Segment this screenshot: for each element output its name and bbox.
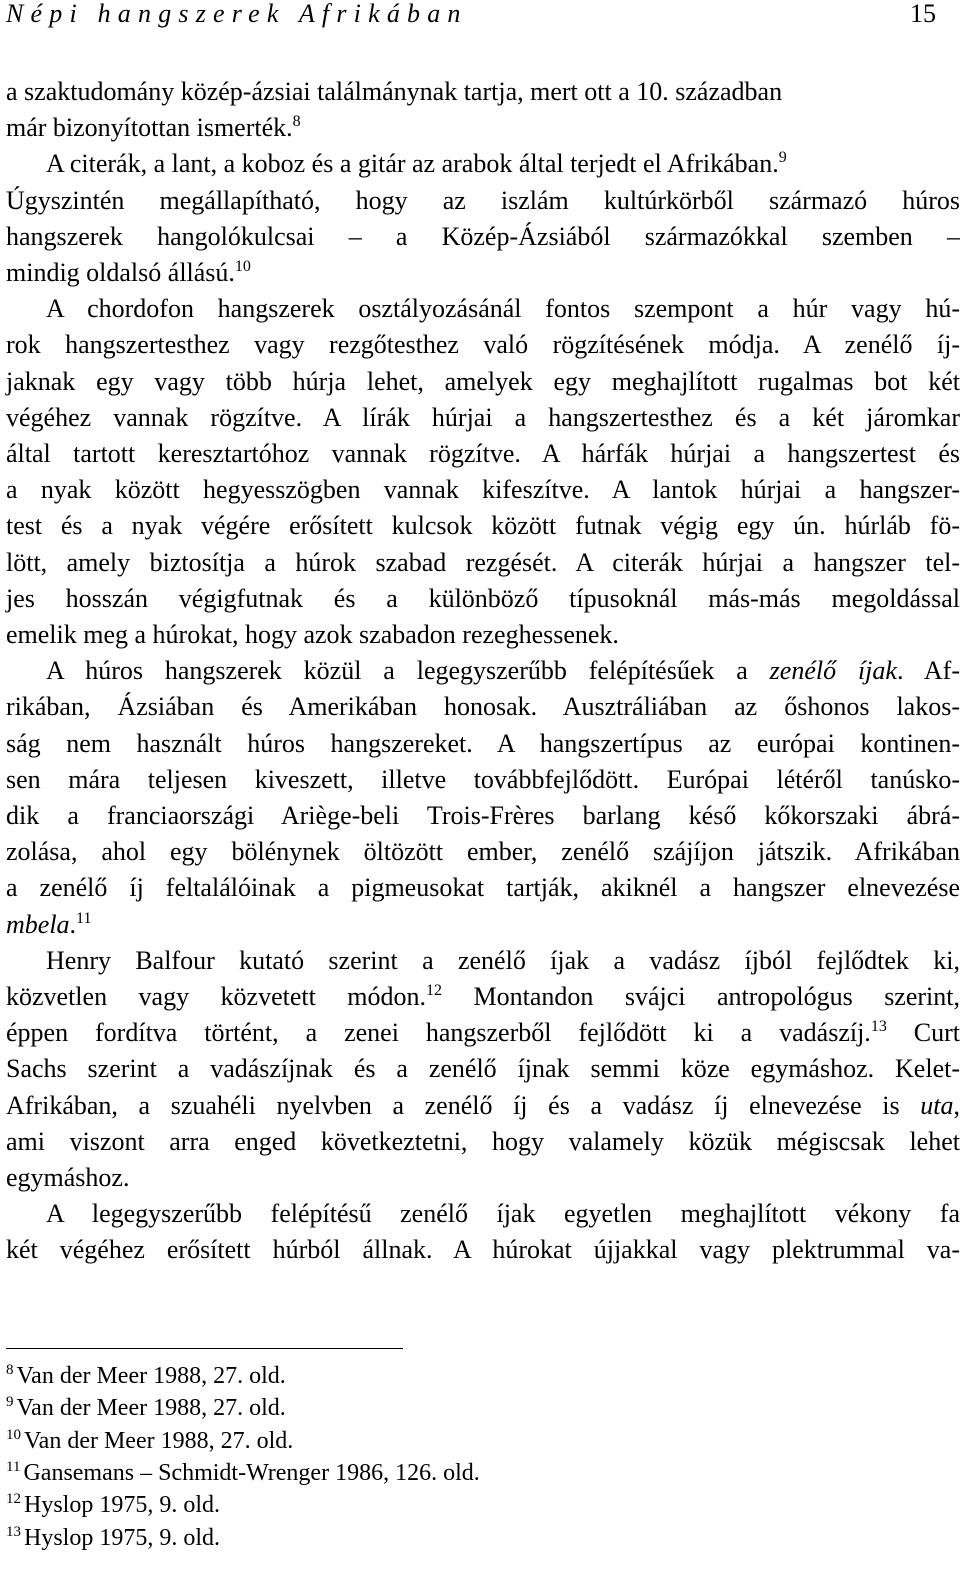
footnote-text: Van der Meer 1988, 27. old. xyxy=(16,1363,286,1389)
text-run: A citerák, a lant, a koboz és a gitár az arabok által terjedt el Afrikában. xyxy=(46,149,779,179)
footnote-text: Van der Meer 1988, 27. old. xyxy=(24,1427,294,1454)
text-run: Úgyszintén megállapítható, hogy az iszlám kultúrkörből származó húros xyxy=(6,185,960,215)
footnote xyxy=(6,1392,286,1424)
text-run: Montandon svájci antropológus szerint, xyxy=(442,982,960,1011)
footnote-text: Hyslop 1975, 9. old. xyxy=(24,1492,221,1519)
running-title: Népi hangszerek Afrikában xyxy=(6,0,468,28)
footnote-ref: 10 xyxy=(234,258,251,275)
body-line xyxy=(6,726,960,762)
text-run: A chordofon hangszerek osztályozásánál fontos szempont a húr vagy hú- xyxy=(46,294,960,324)
footnote xyxy=(6,1522,220,1554)
body-line xyxy=(6,472,960,508)
text-run: a zenélő íj feltalálóinak a pigmeusokat tartják, akiknél a hangszer elnevezése xyxy=(6,873,960,903)
body-line xyxy=(6,110,301,146)
body-line xyxy=(6,870,960,906)
text-run: ság nem használt húros hangszereket. A hangszertípus az európai kontinen- xyxy=(6,728,960,758)
italic-term: mbela xyxy=(6,909,70,939)
footnote xyxy=(6,1360,286,1392)
body-line xyxy=(6,400,960,436)
body-line xyxy=(6,1124,960,1160)
text-run: Afrikában, a szuahéli nyelvben a zenélő íj és a vadász íj elnevezése is xyxy=(6,1090,921,1120)
body-line xyxy=(6,979,960,1015)
footnote-number: 13 xyxy=(6,1523,21,1540)
body-line xyxy=(6,943,960,979)
italic-term: uta xyxy=(920,1090,954,1120)
body-line xyxy=(6,291,960,327)
text-run: Henry Balfour kutató szerint a zenélő íjak a vadász íjból fejlődtek ki, xyxy=(46,945,960,975)
text-run: dik a franciaországi Ariège-beli Trois-Frères barlang késő kőkorszaki ábrá- xyxy=(6,801,960,830)
body-line xyxy=(6,617,619,653)
footnote-number: 10 xyxy=(6,1426,21,1443)
text-run: a szaktudomány közép-ázsiai találmánynak tartja, mert ott a 10. században xyxy=(6,77,783,106)
text-run: jaknak egy vagy több húrja lehet, amelyek egy meghajlított rugalmas bot két xyxy=(6,366,960,396)
footnote-ref: 12 xyxy=(426,982,443,999)
body-line xyxy=(6,327,960,363)
text-run: Sachs szerint a vadászíjnak és a zenélő íjnak semmi köze egymáshoz. Kelet- xyxy=(6,1054,960,1084)
body-line xyxy=(6,581,960,617)
italic-term: zenélő íjak xyxy=(769,656,897,686)
text-run: emelik meg a húrokat, hogy azok szabadon rezeghessenek. xyxy=(6,620,619,649)
body-line xyxy=(6,1051,960,1087)
text-run: egymáshoz. xyxy=(6,1163,130,1192)
footnote-ref: 9 xyxy=(778,149,787,167)
text-run: lött, amely biztosítja a húrok szabad rezgését. A citerák húrjai a hangszer tel- xyxy=(6,547,960,577)
footnote xyxy=(6,1425,293,1457)
body-line xyxy=(6,762,960,798)
footnote-number: 9 xyxy=(6,1394,14,1411)
body-line xyxy=(6,1196,960,1232)
text-run: A húros hangszerek közül a legegyszerűbb felépítésűek a xyxy=(46,656,770,686)
body-line xyxy=(6,834,960,870)
text-run: A legegyszerűbb felépítésű zenélő íjak egyetlen meghajlított vékony fa xyxy=(46,1199,960,1229)
body-line xyxy=(6,1088,960,1124)
footnote-ref: 11 xyxy=(76,909,92,927)
text-run: által tartott keresztartóhoz vannak rögzítve. A hárfák húrjai a hangszertest és xyxy=(6,439,960,468)
footnote-text: Van der Meer 1988, 27. old. xyxy=(16,1395,286,1422)
text-run: közvetlen vagy közvetett módon. xyxy=(6,982,427,1011)
text-run: két végéhez erősített húrból állnak. A húrokat újjakkal vagy plektrummal va- xyxy=(6,1235,960,1265)
text-run: már bizonyítottan ismerték. xyxy=(6,113,293,143)
text-run: rok hangszertesthez vagy rezgőtesthez való rögzítésének módja. A zenélő íj- xyxy=(6,330,960,360)
text-run: . Af- xyxy=(896,656,960,686)
body-line xyxy=(6,653,960,689)
body-line xyxy=(6,436,960,472)
footnote-ref: 8 xyxy=(292,113,301,131)
body-line xyxy=(6,1160,129,1196)
footnote-number: 12 xyxy=(6,1491,21,1508)
body-line xyxy=(6,508,960,544)
page-number: 15 xyxy=(910,0,936,28)
text-run: test és a nyak végére erősített kulcsok között futnak végig egy ún. húrláb fö- xyxy=(6,511,960,541)
text-run: végéhez vannak rögzítve. A lírák húrjai a hangszertesthez és a két járomkar xyxy=(6,402,960,432)
body-line xyxy=(6,146,787,182)
text-run: Curt xyxy=(886,1018,960,1048)
body-line xyxy=(6,907,91,943)
footnote-number: 8 xyxy=(6,1362,14,1378)
running-header xyxy=(6,0,936,32)
footnote-ref: 13 xyxy=(870,1018,887,1036)
footnote-separator xyxy=(6,1348,403,1349)
footnote xyxy=(6,1489,220,1521)
text-run: rikában, Ázsiában és Amerikában honosak. Ausztráliában az őshonos lakos- xyxy=(6,692,960,722)
footnote xyxy=(6,1457,480,1489)
body-line xyxy=(6,364,960,400)
footnote-text: Hyslop 1975, 9. old. xyxy=(24,1524,221,1551)
text-run: zolása, ahol egy bölénynek öltözött ember, zenélő szájíjon játszik. Afrikában xyxy=(6,837,960,867)
body-line xyxy=(6,183,960,219)
text-run: a nyak között hegyesszögben vannak kifeszítve. A lantok húrjai a hangszer- xyxy=(6,475,960,505)
body-line xyxy=(6,1232,960,1268)
text-run: éppen fordítva történt, a zenei hangszerből fejlődött ki a vadászíj. xyxy=(6,1018,871,1048)
text-run: hangszerek hangolókulcsai – a Közép-Ázsiából származókkal szemben – xyxy=(6,221,960,251)
body-line xyxy=(6,545,960,581)
text-run: mindig oldalsó állású. xyxy=(6,258,235,287)
text-run: jes hosszán végigfutnak és a különböző típusoknál más-más megoldással xyxy=(6,583,960,613)
text-run: , xyxy=(953,1090,960,1120)
body-line xyxy=(6,74,782,110)
body-line xyxy=(6,219,960,255)
footnote-text: Gansemans – Schmidt-Wrenger 1986, 126. old. xyxy=(23,1459,480,1486)
body-line xyxy=(6,798,960,834)
body-line xyxy=(6,689,960,725)
text-run: sen mára teljesen kiveszett, illetve továbbfejlődött. Európai létéről tanúsko- xyxy=(6,764,960,794)
body-line xyxy=(6,255,251,291)
footnote-number: 11 xyxy=(6,1458,21,1475)
text-run: ami viszont arra enged következtetni, hogy valamely közük mégiscsak lehet xyxy=(6,1126,960,1156)
body-line xyxy=(6,1015,960,1051)
text-run: . xyxy=(69,909,77,939)
